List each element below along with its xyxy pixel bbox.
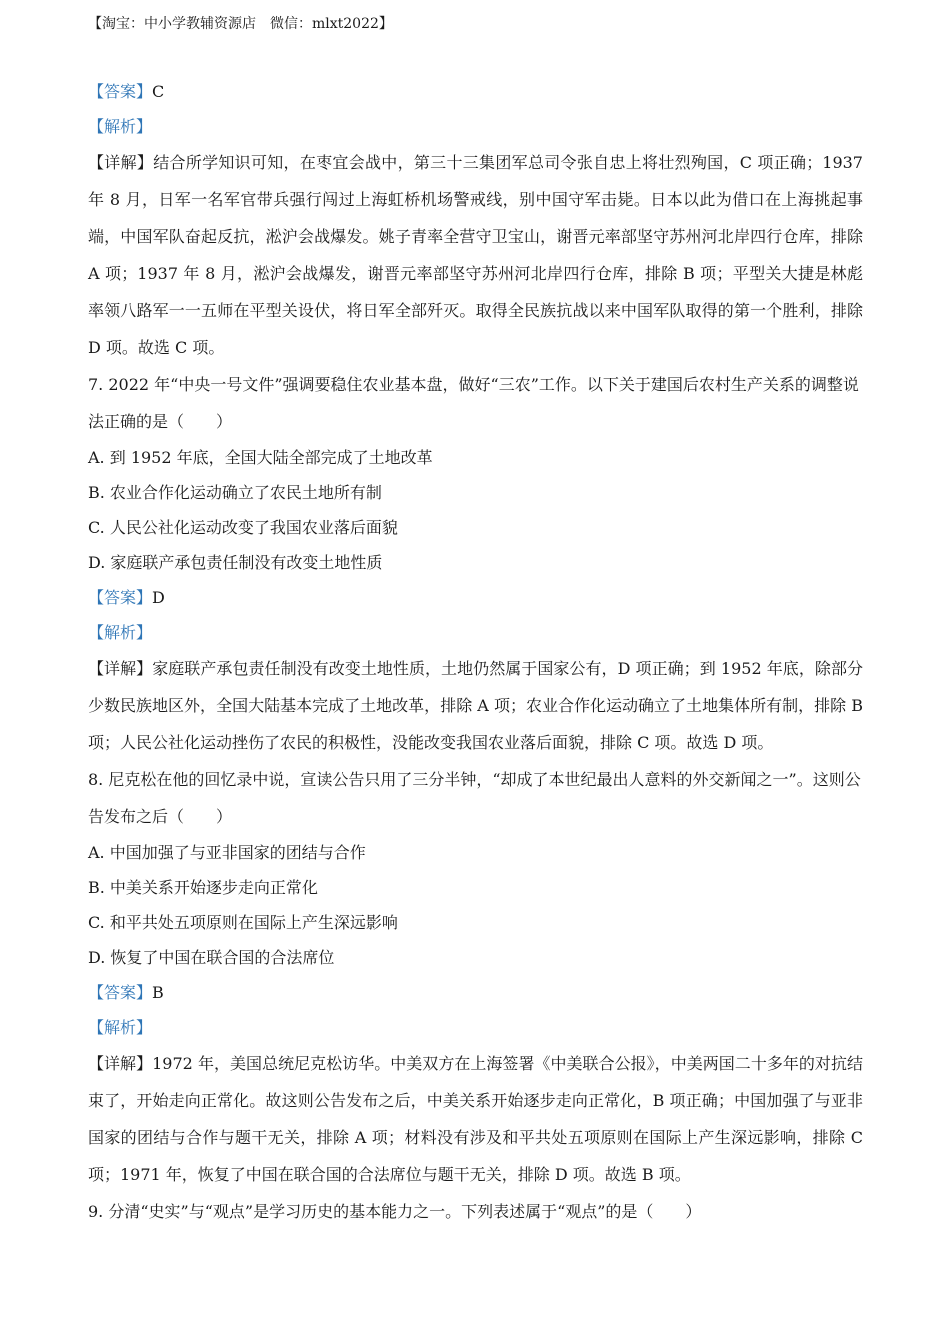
document-body	[88, 74, 863, 1230]
q7-option-b: B. 农业合作化运动确立了农民土地所有制	[88, 482, 382, 502]
analysis-label: 【解析】	[88, 1017, 153, 1037]
q8-option-a: A. 中国加强了与亚非国家的团结与合作	[88, 842, 366, 862]
page-header	[88, 14, 393, 34]
q6-detail-text: 结合所学知识可知，在枣宜会战中，第三十三集团军总司令张自忠上将壮烈殉国，C 项正确；1937 年 8 月，日军一名军官带兵强行闯过上海虹桥机场警戒线，别中国守军击毙。日本以此为借口在上海挑起事端，中国军队奋起反抗，淞沪会战爆发。姚子青率全营守卫宝山，谢晋元率部坚守苏州河北岸四行仓库，排除 A 项；1937 年 8 月，淞沪会战爆发，谢晋元率部坚守苏州河北岸四行仓库，排除 B 项；平型关大捷是林彪率领八路军一一五师在平型关设伏，将日军全部歼灭。取得全民族抗战以来中国军队取得的第一个胜利，排除 D 项。故选 C 项。	[88, 153, 863, 357]
q8-option-b: B. 中美关系开始逐步走向正常化	[88, 877, 318, 897]
q8-option-c: C. 和平共处五项原则在国际上产生深远影响	[88, 912, 398, 932]
q6-analysis	[88, 109, 863, 144]
q6-answer-value: C	[152, 81, 165, 101]
q8-stem: 8. 尼克松在他的回忆录中说，宣读公告只用了三分半钟，“却成了本世纪最出人意料的外交新闻之一”。这则公告发布之后（ ）	[88, 770, 861, 826]
header-wechat: 微信：mlxt2022】	[270, 16, 393, 32]
q7-option-c: C. 人民公社化运动改变了我国农业落后面貌	[88, 517, 398, 537]
q6-detail	[88, 144, 863, 366]
detail-label: 【详解】	[88, 1054, 153, 1073]
header-shop: 【淘宝：中小学教辅资源店	[88, 16, 256, 32]
q8-detail	[88, 1045, 863, 1193]
q8-detail-text: 1972 年，美国总统尼克松访华。中美双方在上海签署《中美联合公报》，中美两国二十多年的对抗结束了，开始走向正常化。故这则公告发布之后，中美关系开始逐步走向正常化，B 项正确；中国加强了与亚非国家的团结与合作与题干无关，排除 A 项；材料没有涉及和平共处五项原则在国际上产生深远影响，排除 C 项；1971 年，恢复了中国在联合国的合法席位与题干无关，排除 D 项。故选 B 项。	[88, 1054, 863, 1184]
detail-label: 【详解】	[88, 153, 154, 172]
q7-analysis	[88, 615, 863, 650]
answer-label: 【答案】	[88, 81, 153, 101]
q7-answer	[88, 580, 863, 615]
q8-answer-value: B	[152, 982, 164, 1002]
analysis-label: 【解析】	[88, 116, 153, 136]
answer-label: 【答案】	[88, 982, 153, 1002]
analysis-label: 【解析】	[88, 622, 153, 642]
q6-answer	[88, 74, 863, 109]
q7-option-a: A. 到 1952 年底，全国大陆全部完成了土地改革	[88, 447, 433, 467]
detail-label: 【详解】	[88, 659, 153, 678]
q8-analysis	[88, 1010, 863, 1045]
q7-answer-value: D	[152, 587, 165, 607]
q7-detail-text: 家庭联产承包责任制没有改变土地性质，土地仍然属于国家公有，D 项正确；到 1952 年底，除部分少数民族地区外，全国大陆基本完成了土地改革，排除 A 项；农业合作化运动确立了土地集体所有制，排除 B 项；人民公社化运动挫伤了农民的积极性，没能改变我国农业落后面貌，排除 C 项。故选 D 项。	[88, 659, 863, 752]
q7-stem: 7. 2022 年“中央一号文件”强调要稳住农业基本盘，做好“三农”工作。以下关于建国后农村生产关系的调整说法正确的是（ ）	[88, 375, 859, 431]
q8-answer	[88, 975, 863, 1010]
q9-stem: 9. 分清“史实”与“观点”是学习历史的基本能力之一。下列表述属于“观点”的是（ ）	[88, 1202, 702, 1221]
q8-option-d: D. 恢复了中国在联合国的合法席位	[88, 947, 335, 967]
answer-label: 【答案】	[88, 587, 153, 607]
q7-detail	[88, 650, 863, 761]
q7-option-d: D. 家庭联产承包责任制没有改变土地性质	[88, 552, 383, 572]
